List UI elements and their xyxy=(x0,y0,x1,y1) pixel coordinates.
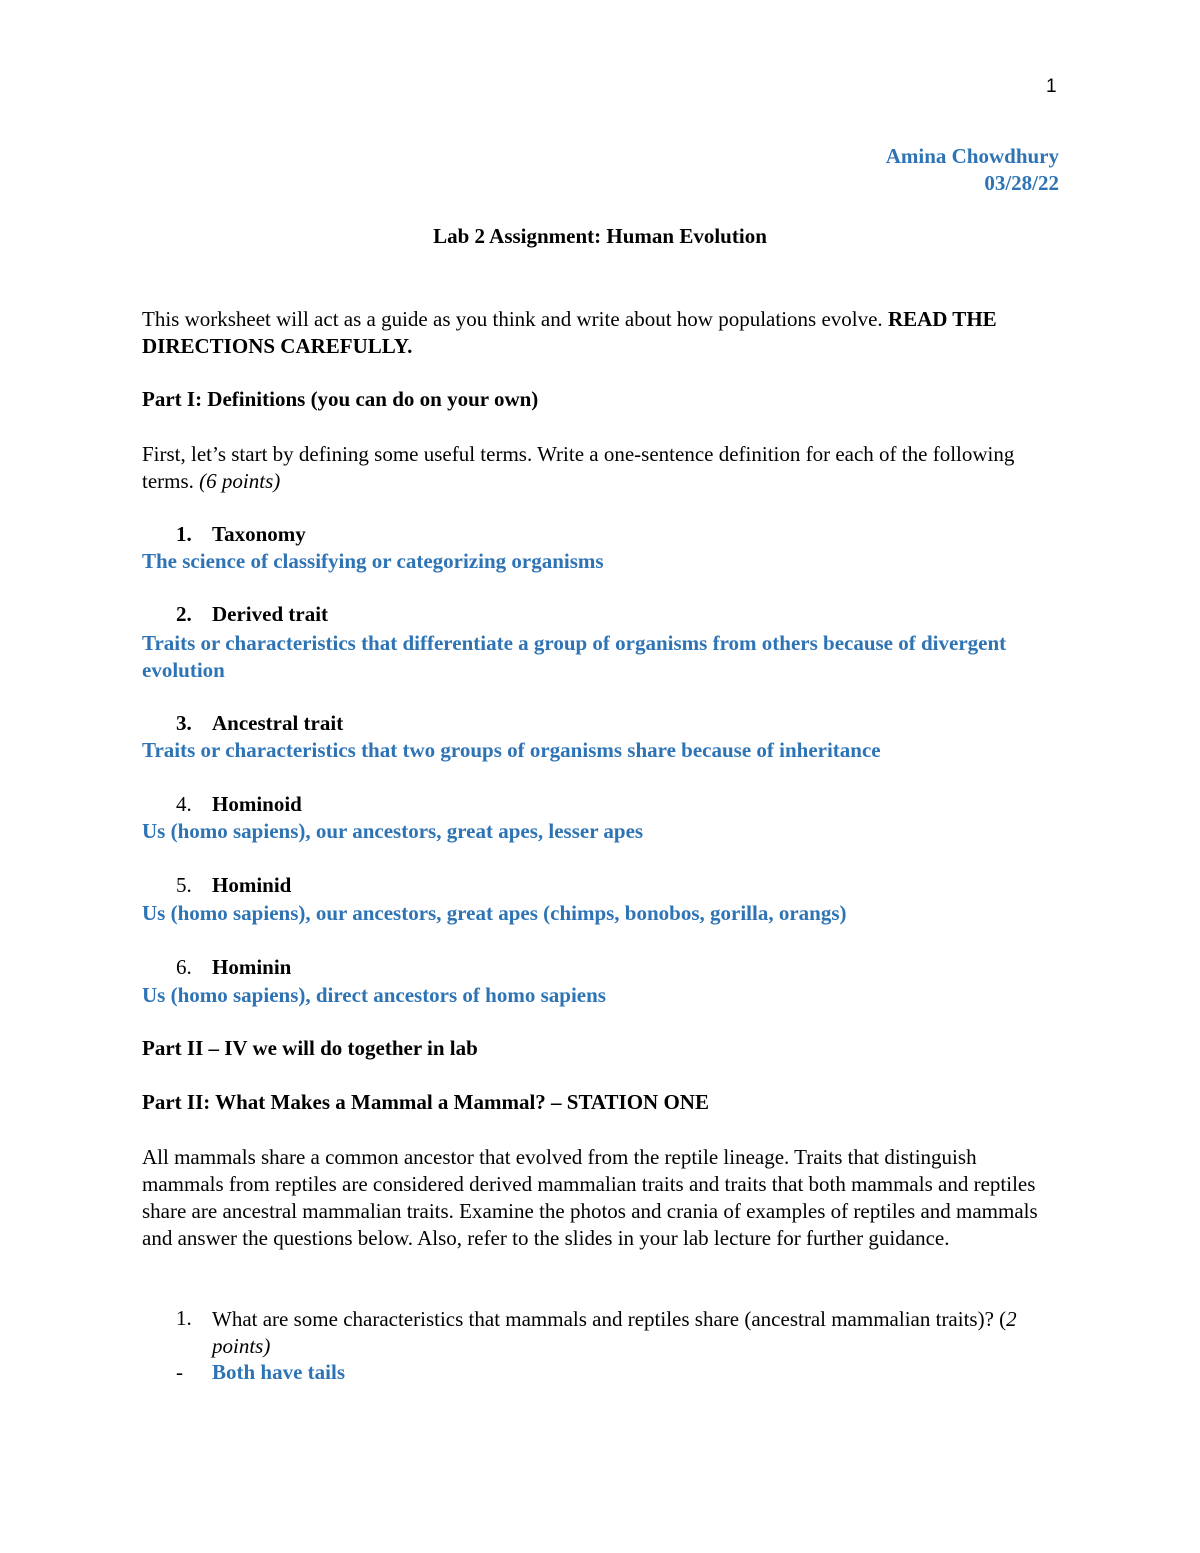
answer-hominid: Us (homo sapiens), our ancestors, great apes (chimps, bonobos, gorilla, orangs) xyxy=(142,901,847,925)
submission-date: 03/28/22 xyxy=(984,171,1059,195)
answer-derived-trait: Traits or characteristics that differentiate a group of organisms from others because of divergent evolution xyxy=(142,631,1007,682)
term-number: 5. xyxy=(176,873,192,897)
student-name: Amina Chowdhury xyxy=(885,144,1059,168)
part1-instructions-text: First, let’s start by defining some useful terms. Write a one-sentence definition for each of the following terms. xyxy=(142,442,1015,493)
term-number: 1. xyxy=(176,522,192,546)
answer-hominin: Us (homo sapiens), direct ancestors of homo sapiens xyxy=(142,983,606,1007)
answer-both-have-tails: Both have tails xyxy=(212,1360,346,1384)
term-ancestral-trait: Ancestral trait xyxy=(212,711,344,735)
question-1 xyxy=(212,1306,1062,1360)
question-number: 1. xyxy=(176,1306,192,1330)
term-hominid: Hominid xyxy=(212,873,292,897)
part2-4-note: Part II – IV we will do together in lab xyxy=(142,1036,478,1060)
term-number: 6. xyxy=(176,955,192,979)
part1-instructions xyxy=(142,441,1062,495)
term-taxonomy: Taxonomy xyxy=(212,522,306,546)
answer-ancestral-trait: Traits or characteristics that two groups of organisms share because of inheritance xyxy=(142,738,881,762)
intro-text: This worksheet will act as a guide as you think and write about how populations evolve. xyxy=(142,307,888,331)
term-number: 3. xyxy=(176,711,192,735)
answer-taxonomy: The science of classifying or categorizing organisms xyxy=(142,549,604,573)
question-1-points: 2 points) xyxy=(212,1307,1017,1358)
term-number: 2. xyxy=(176,602,192,626)
intro-paragraph xyxy=(142,306,1062,360)
part2-intro: All mammals share a common ancestor that evolved from the reptile lineage. Traits that distinguish mammals from reptiles are considered derived mammalian traits and traits that both mammals and reptiles share are ancestral mammalian traits. Examine the photos and crania of examples of reptiles and mammals and answer the questions below. Also, refer to the slides in your lab lecture for further guidance. xyxy=(142,1145,1038,1250)
answer-hominoid: Us (homo sapiens), our ancestors, great apes, lesser apes xyxy=(142,819,644,843)
question-1-text: What are some characteristics that mammals and reptiles share (ancestral mammalian traits)? ( xyxy=(212,1307,1007,1331)
part1-heading: Part I: Definitions (you can do on your own) xyxy=(142,387,539,411)
page-number: 1 xyxy=(1046,76,1057,97)
part2-heading: Part II: What Makes a Mammal a Mammal? – STATION ONE xyxy=(142,1090,709,1114)
term-number: 4. xyxy=(176,792,192,816)
part1-points: (6 points) xyxy=(199,469,281,493)
answer-bullet: - xyxy=(176,1360,183,1384)
term-hominin: Hominin xyxy=(212,955,292,979)
page-title: Lab 2 Assignment: Human Evolution xyxy=(433,224,767,248)
intro-emphasis: READ THE DIRECTIONS CAREFULLY. xyxy=(142,307,997,358)
term-derived-trait: Derived trait xyxy=(212,602,329,626)
term-hominoid: Hominoid xyxy=(212,792,302,816)
